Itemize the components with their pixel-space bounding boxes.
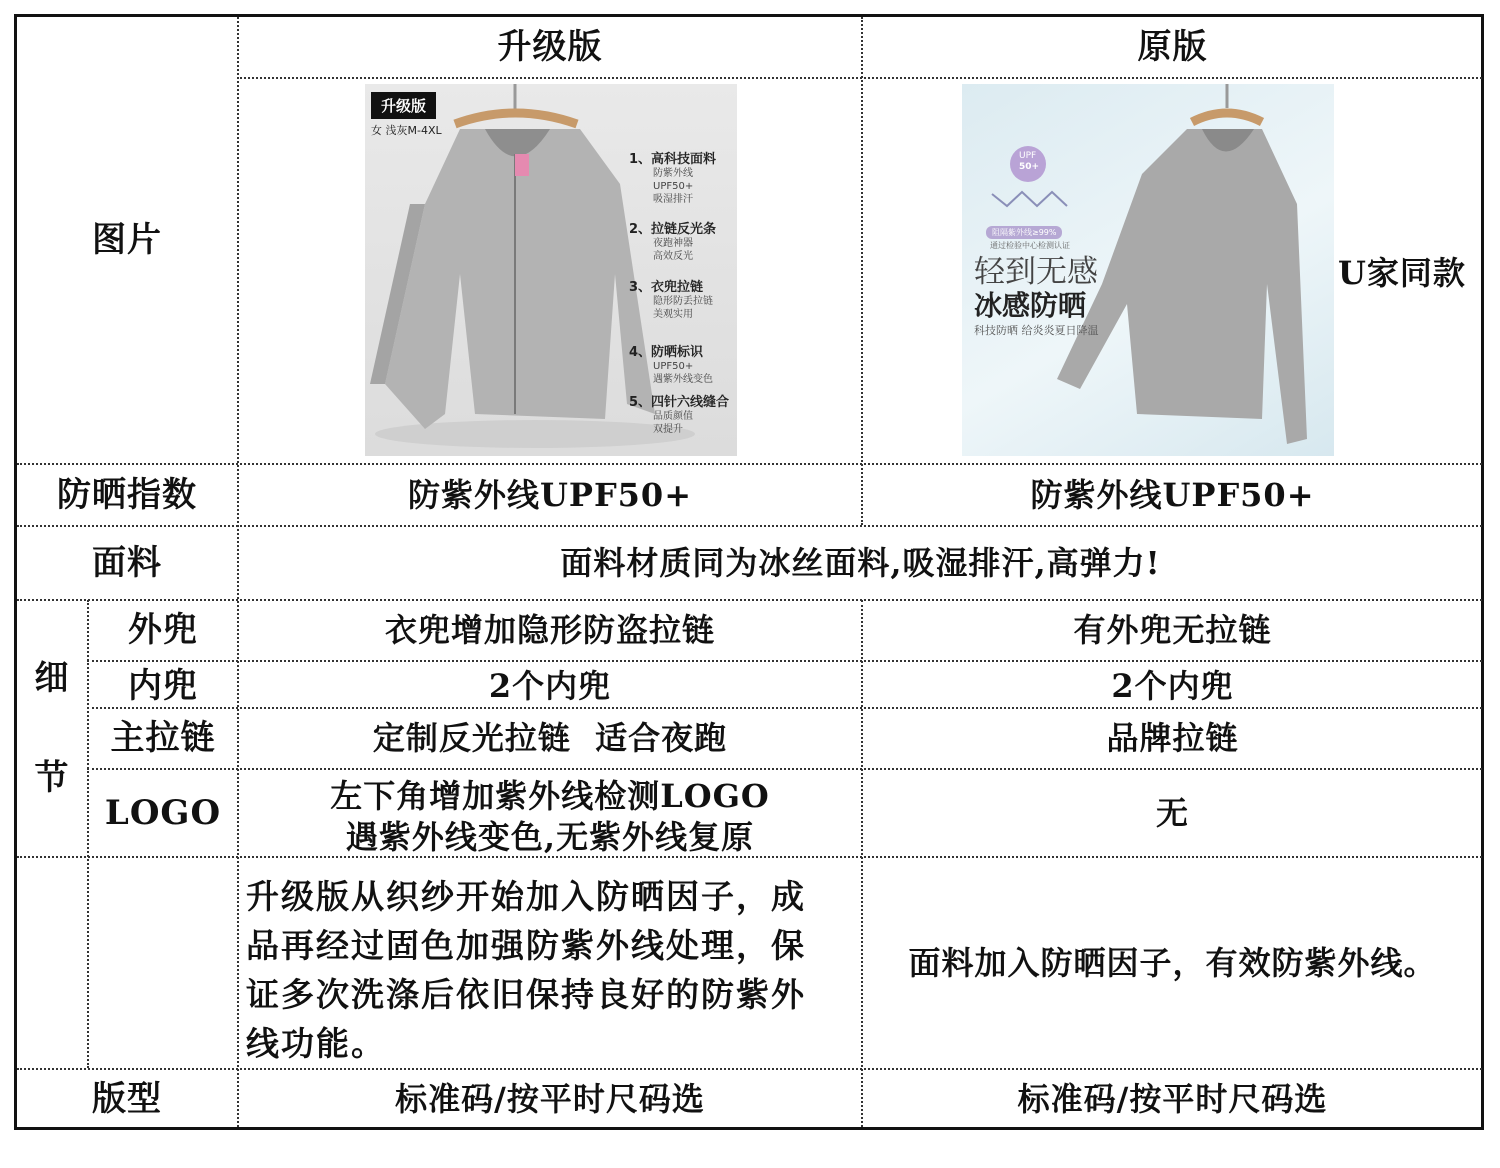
product-image-original: [962, 84, 1334, 456]
col-divider-middle: [861, 17, 863, 525]
label-details-top: 细: [34, 657, 70, 698]
outer-pocket-upgraded: 衣兜增加隐形防盗拉链: [384, 611, 715, 650]
spf-original: 防紫外线UPF50+: [1030, 475, 1315, 514]
zipper-original: 品牌拉链: [1106, 719, 1239, 758]
description-original: 面料加入防晒因子，有效防紫外线。: [908, 943, 1437, 982]
fit-original: 标准码/按平时尺码选: [1017, 1079, 1328, 1118]
headline-bold: 冰感防晒: [974, 289, 1087, 322]
feature-3: 3、衣兜拉链 隐形防丢拉链 美观实用: [629, 280, 713, 320]
feature-5: 5、四针六线缝合 品质颜值 双提升: [629, 395, 730, 435]
badge-upgraded: 升级版: [371, 92, 436, 119]
header-original: 原版: [1137, 26, 1208, 67]
feature-4: 4、防晒标识 UPF50+ 遇紫外线变色: [629, 345, 713, 385]
fit-upgraded: 标准码/按平时尺码选: [395, 1079, 705, 1118]
label-inner-pocket: 内兜: [128, 665, 198, 706]
label-logo: LOGO: [104, 792, 222, 833]
uv-block-pill: 阻隔紫外线≥99%: [986, 226, 1062, 239]
feature-1: 1、高科技面料 防紫外线 UPF50+ 吸湿排汗: [629, 152, 717, 205]
row-divider-header: [237, 77, 1482, 79]
description-upgraded: 升级版从织纱开始加入防晒因子，成 品再经过固色加强防紫外线处理，保 证多次洗涤后依旧保持良好的防紫外 线功能。: [246, 877, 806, 1063]
upf-label: UPF: [1019, 151, 1037, 161]
label-fit: 版型: [92, 1078, 162, 1119]
tagline: 科技防晒 给炎炎夏日降温: [974, 324, 1099, 337]
image-subtitle: 女 浅灰M-4XL: [371, 124, 442, 137]
label-details-bottom: 节: [34, 757, 70, 798]
product-image-upgraded: [365, 84, 737, 456]
headline-light: 轻到无感: [974, 254, 1098, 290]
label-fabric: 面料: [92, 542, 162, 583]
logo-original: 无: [1155, 793, 1189, 832]
outer-pocket-original: 有外兜无拉链: [1073, 611, 1272, 650]
label-picture: 图片: [92, 220, 162, 261]
inner-pocket-original: 2个内兜: [1111, 666, 1234, 705]
upf-number: 50+: [1019, 162, 1040, 172]
cert-text: 通过检验中心检测认证: [990, 241, 1070, 250]
feature-2: 2、拉链反光条 夜跑神器 高效反光: [629, 222, 717, 262]
logo-upgraded-line2: 遇紫外线变色,无紫外线复原: [345, 817, 755, 856]
zipper-upgraded: 定制反光拉链 适合夜跑: [372, 719, 728, 758]
fabric-shared: 面料材质同为冰丝面料,吸湿排汗,高弹力!: [560, 543, 1161, 582]
label-spf: 防晒指数: [57, 474, 197, 515]
inner-pocket-upgraded: 2个内兜: [488, 666, 612, 705]
label-zipper: 主拉链: [110, 718, 216, 759]
label-outer-pocket: 外兜: [128, 610, 198, 651]
header-upgraded: 升级版: [497, 26, 603, 67]
logo-upgraded-line1: 左下角增加紫外线检测LOGO: [330, 776, 770, 815]
spf-upgraded: 防紫外线UPF50+: [407, 475, 693, 514]
picture-extra-note: U家同款: [1338, 253, 1466, 292]
